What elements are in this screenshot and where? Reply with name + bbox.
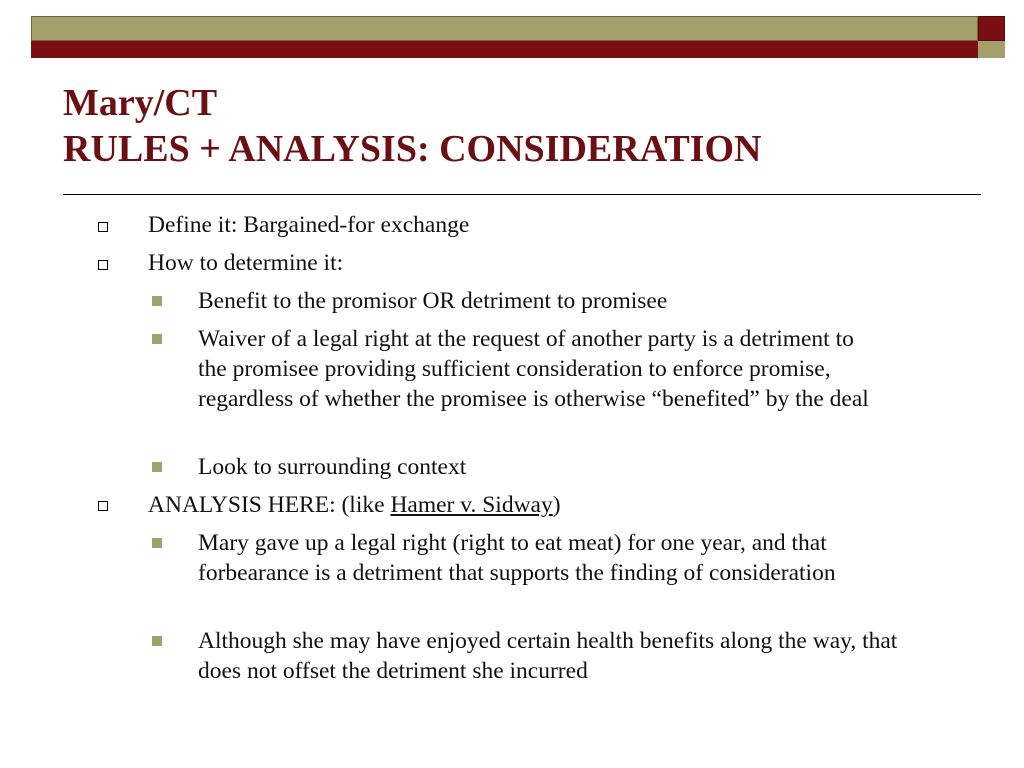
sub-bullet-benefit: Benefit to the promisor OR detriment to promisee [198, 288, 668, 314]
filled-square-bullet-icon [152, 636, 162, 646]
bullet-determine: How to determine it: [148, 250, 344, 276]
filled-square-bullet-icon [152, 462, 162, 472]
header-band-maroon [31, 41, 978, 58]
analysis-prefix: ANALYSIS HERE: (like [148, 492, 391, 518]
sub-bullet-health-benefits: Although she may have enjoyed certain health benefits along the way, that does not offset the detriment she incurred [198, 628, 898, 684]
title-divider [63, 194, 981, 195]
corner-square-maroon [978, 16, 1005, 41]
filled-square-bullet-icon [152, 538, 162, 548]
bullet-analysis [148, 490, 948, 520]
sub-bullet-waiver: Waiver of a legal right at the request of another party is a detriment to the promisee providing sufficient consideration to enforce promise, regardless of whether the promisee is otherwise “benefited” by the deal [198, 326, 869, 412]
title-line-2: RULES + ANALYSIS: CONSIDERATION [63, 128, 762, 170]
hollow-square-bullet-icon [98, 501, 108, 511]
corner-square-olive [978, 41, 1005, 58]
bullet-define: Define it: Bargained-for exchange [148, 212, 470, 238]
slide-title [63, 80, 963, 172]
case-citation: Hamer v. Sidway [390, 492, 553, 518]
filled-square-bullet-icon [152, 296, 162, 306]
analysis-suffix: ) [552, 492, 561, 518]
header-band-olive [31, 16, 978, 41]
hollow-square-bullet-icon [98, 222, 108, 232]
sub-bullet-mary-gave-up: Mary gave up a legal right (right to eat meat) for one year, and that forbearance is a detriment that supports the finding of consideration [198, 530, 836, 586]
title-line-1: Mary/CT [63, 82, 218, 124]
filled-square-bullet-icon [152, 334, 162, 344]
sub-bullet-context: Look to surrounding context [198, 454, 467, 480]
hollow-square-bullet-icon [98, 260, 108, 270]
